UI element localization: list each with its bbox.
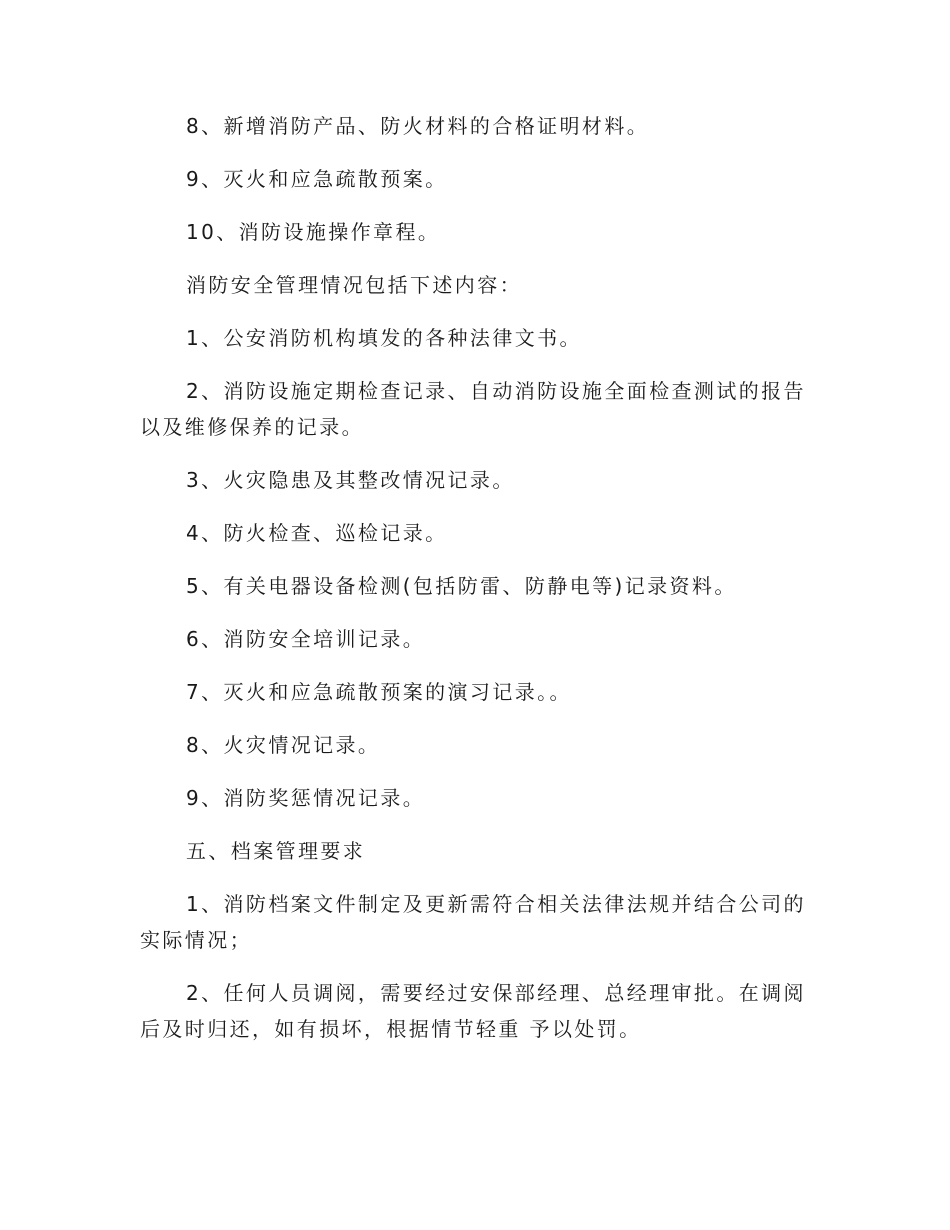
list-item: 2、消防设施定期检查记录、自动消防设施全面检查测试的报告以及维修保养的记录。	[140, 379, 806, 439]
list-item: 4、防火检查、巡检记录。	[186, 521, 448, 545]
list-item: 9、消防奖惩情况记录。	[186, 786, 426, 810]
list-item: 9、灭火和应急疏散预案。	[186, 167, 448, 191]
list-item: 3、火灾隐患及其整改情况记录。	[186, 468, 515, 492]
list-item: 7、灭火和应急疏散预案的演习记录。。	[186, 680, 572, 704]
section-heading: 五、档案管理要求	[186, 839, 366, 863]
list-item: 1、消防档案文件制定及更新需符合相关法律法规并结合公司的实际情况；	[140, 892, 806, 952]
list-item: 8、新增消防产品、防火材料的合格证明材料。	[186, 114, 650, 138]
list-item: 6、消防安全培训记录。	[186, 627, 426, 651]
list-item: 1、公安消防机构填发的各种法律文书。	[186, 326, 582, 350]
document-body	[140, 108, 810, 1064]
list-item: 8、火灾情况记录。	[186, 733, 381, 757]
list-item: 10、消防设施操作章程。	[186, 220, 441, 244]
section-intro: 消防安全管理情况包括下述内容：	[186, 273, 522, 297]
list-item: 5、有关电器设备检测(包括防雷、防静电等)记录资料。	[186, 574, 737, 598]
list-item: 2、任何人员调阅，需要经过安保部经理、总经理审批。在调阅后及时归还，如有损坏，根据情节轻重 予以处罚。	[140, 981, 806, 1041]
